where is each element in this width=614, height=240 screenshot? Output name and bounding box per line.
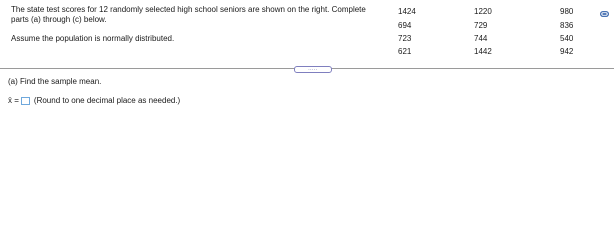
rounding-hint: (Round to one decimal place as needed.) xyxy=(33,96,181,105)
problem-text-line1: The state test scores for 12 randomly selected high school seniors are shown on the right. Complete xyxy=(11,5,366,14)
data-cell: 621 xyxy=(398,47,412,56)
assumption-text: Assume the population is normally distributed. xyxy=(11,34,175,43)
sample-mean-label: x̄ = xyxy=(8,96,19,105)
data-cell: 694 xyxy=(398,21,412,30)
problem-text-line2: parts (a) through (c) below. xyxy=(11,15,107,24)
data-cell: 1442 xyxy=(474,47,492,56)
sample-mean-input[interactable] xyxy=(21,97,30,105)
data-table xyxy=(0,0,614,70)
part-a-answer-row xyxy=(8,96,180,106)
data-cell: 836 xyxy=(560,21,574,30)
data-cell: 1220 xyxy=(474,7,492,16)
part-a-question: (a) Find the sample mean. xyxy=(8,77,102,86)
copy-data-icon[interactable] xyxy=(600,11,609,17)
data-cell: 540 xyxy=(560,34,574,43)
data-cell: 1424 xyxy=(398,7,416,16)
expand-button[interactable]: ..... xyxy=(294,66,332,73)
data-cell: 744 xyxy=(474,34,488,43)
data-cell: 942 xyxy=(560,47,574,56)
data-cell: 729 xyxy=(474,21,488,30)
data-cell: 723 xyxy=(398,34,412,43)
data-cell: 980 xyxy=(560,7,574,16)
